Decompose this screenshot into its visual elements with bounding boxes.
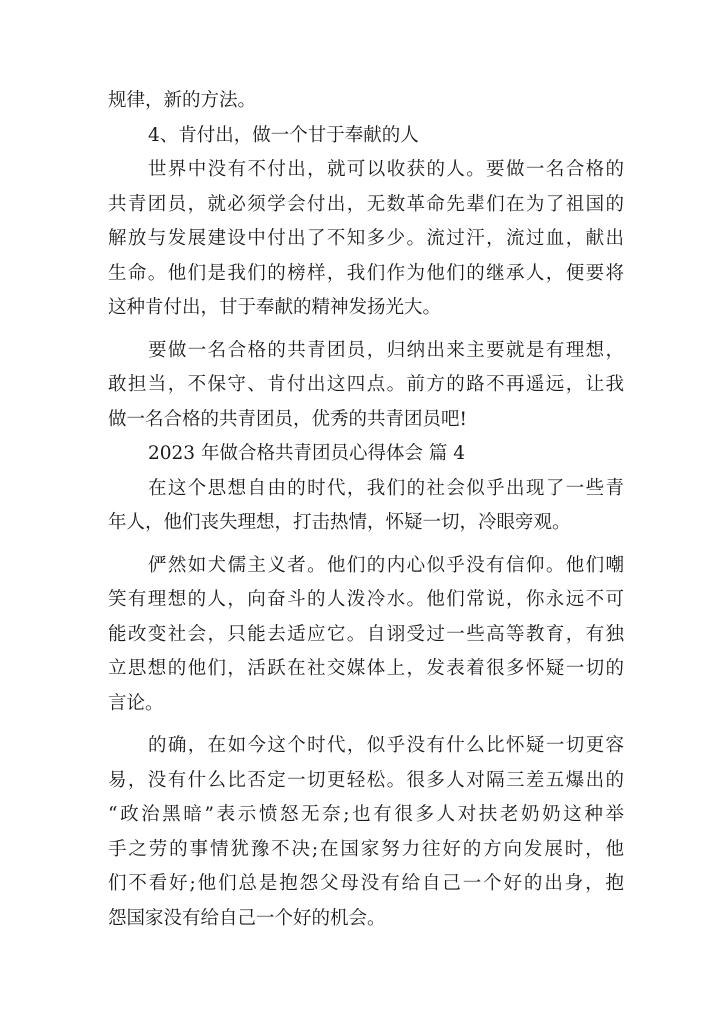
text-line: 共青团员，就必须学会付出，无数革命先辈们在为了祖国的 bbox=[108, 193, 624, 215]
text-line: 世界中没有不付出，就可以收获的人。要做一名合格的 bbox=[148, 159, 624, 180]
text-line: 的确，在如今这个时代，似乎没有什么比怀疑一切更容 bbox=[148, 735, 624, 756]
heading-line: 4、肯付出，做一个甘于奉献的人 bbox=[148, 124, 419, 146]
article-title bbox=[108, 437, 624, 472]
text-line: 易，没有什么比否定一切更轻松。很多人对隔三差五爆出的 bbox=[108, 769, 624, 791]
text-line: 言论。 bbox=[108, 692, 164, 714]
document-body bbox=[108, 84, 624, 936]
title-line: 2023 年做合格共青团员心得体会 篇 4 bbox=[148, 443, 465, 464]
paragraph-summary bbox=[108, 334, 624, 438]
section-heading bbox=[108, 119, 624, 154]
text-line: 敢担当，不保守、肯付出这四点。前方的路不再遥远，让我 bbox=[108, 374, 624, 395]
text-line: 俨然如犬儒主义者。他们的内心似乎没有信仰。他们嘲 bbox=[148, 554, 624, 576]
paragraph-cynics bbox=[108, 549, 624, 722]
paragraph-giving bbox=[108, 153, 624, 326]
text-line: 这种肯付出，甘于奉献的精神发扬光大。 bbox=[108, 297, 442, 318]
text-line: 们不看好;他们总是抱怨父母没有给自己一个好的出身，抱 bbox=[108, 873, 624, 894]
text-line: 做一名合格的共青团员，优秀的共青团员吧! bbox=[108, 408, 467, 430]
text-line: “政治黑暗”表示愤怒无奈;也有很多人对扶老奶奶这种举 bbox=[108, 804, 624, 825]
text-line: 手之劳的事情犹豫不决;在国家努力往好的方向发展时，他 bbox=[108, 838, 624, 860]
text-line: 笑有理想的人，向奋斗的人泼冷水。他们常说，你永远不可 bbox=[108, 589, 624, 610]
text-line: 年人，他们丧失理想，打击热情，怀疑一切，冷眼旁观。 bbox=[108, 512, 571, 533]
text-line: 生命。他们是我们的榜样，我们作为他们的继承人，便要将 bbox=[108, 262, 624, 284]
text-line: 立思想的他们，活跃在社交媒体上，发表着很多怀疑一切的 bbox=[108, 658, 624, 679]
text-line: 在这个思想自由的时代，我们的社会似乎出现了一些青 bbox=[148, 477, 624, 499]
text-line: 解放与发展建设中付出了不知多少。流过汗，流过血，献出 bbox=[108, 228, 624, 249]
text-line: 能改变社会，只能去适应它。自诩受过一些高等教育，有独 bbox=[108, 623, 624, 645]
paragraph-doubt bbox=[108, 729, 624, 936]
paragraph-intro bbox=[108, 472, 624, 541]
paragraph-continuation bbox=[108, 84, 624, 119]
text-line: 规律，新的方法。 bbox=[108, 90, 257, 111]
text-line: 怨国家没有给自己一个好的机会。 bbox=[108, 907, 386, 929]
text-line: 要做一名合格的共青团员，归纳出来主要就是有理想， bbox=[148, 339, 624, 361]
